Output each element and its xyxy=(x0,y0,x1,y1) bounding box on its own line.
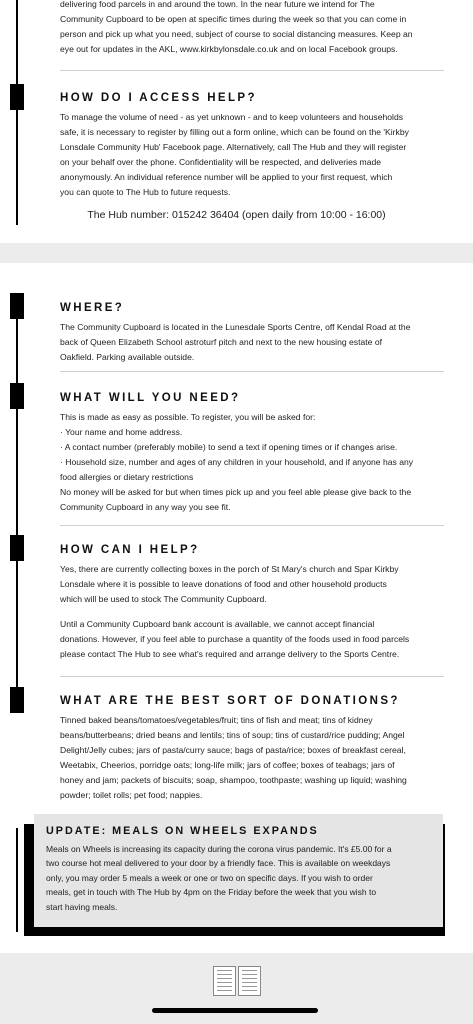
access-line: on your behalf over the phone. Confidentiality will be respected, and deliveries made xyxy=(60,157,382,167)
meals-text xyxy=(46,842,431,914)
help-text xyxy=(60,562,444,662)
timeline-line xyxy=(16,0,18,225)
section-marker xyxy=(10,84,24,110)
where-line: The Community Cupboard is located in the Lunesdale Sports Centre, off Kendal Road at the xyxy=(60,322,411,332)
donations-line: Delight/Jelly cubes; jars of pasta/curry sauce; bags of pasta/rice; boxes of breakfast cereal, xyxy=(60,745,406,755)
help-line: Lonsdale where it is possible to leave donations of food and other household products xyxy=(60,579,387,589)
where-line: back of Queen Elizabeth School astroturf pitch and next to the new housing estate of xyxy=(60,337,382,347)
intro-line: eye out for updates in the AKL, www.kirkbylonsdale.co.uk and on local Facebook groups. xyxy=(60,44,398,54)
meals-line: Meals on Wheels is increasing its capacity during the corona virus pandemic. It's £5.00 for a xyxy=(46,844,392,854)
help-line: Until a Community Cupboard bank account is available, we cannot accept financial xyxy=(60,619,375,629)
need-heading: WHAT WILL YOU NEED? xyxy=(60,392,241,404)
help-line: donations. However, if you feel able to purchase a quantity of the foods used in food parcels xyxy=(60,634,410,644)
timeline-line xyxy=(16,828,18,932)
need-list-item: · Your name and home address. xyxy=(60,427,183,437)
page-thumbnail-2[interactable] xyxy=(238,966,261,996)
home-indicator[interactable] xyxy=(152,1008,318,1013)
intro-line: delivering food parcels in and around the town. In the near future we intend for The xyxy=(60,0,375,9)
section-marker xyxy=(10,383,24,409)
help-heading: HOW CAN I HELP? xyxy=(60,544,200,556)
need-line: This is made as easy as possible. To register, you will be asked for: xyxy=(60,412,316,422)
timeline-line xyxy=(16,295,18,705)
access-line: safe, it is necessary to register by filling out a form online, which can be found on the 'Kirkby xyxy=(60,127,409,137)
donations-line: Tinned baked beans/tomatoes/vegetables/fruit; tins of fish and meat; tins of kidney xyxy=(60,715,373,725)
section-marker xyxy=(10,293,24,319)
section-divider xyxy=(60,525,444,526)
meals-line: meals, get in touch with The Hub by 4pm on the Friday before the week that you wish to xyxy=(46,887,377,898)
donations-line: Weetabix, Cheerios, porridge oats; long-life milk; jars of coffee; boxes of teabags; jars of xyxy=(60,760,395,770)
meals-on-wheels-box xyxy=(34,814,443,927)
help-line: please contact The Hub to see what's required and arrange delivery to the Sports Centre. xyxy=(60,649,400,659)
document-page-1 xyxy=(0,0,473,243)
need-line: No money will be asked for but when times pick up and you feel able please give back to the xyxy=(60,487,412,497)
access-line: To manage the volume of need - as yet unknown - and to keep volunteers and households xyxy=(60,112,404,122)
need-section xyxy=(60,391,444,515)
section-divider xyxy=(60,676,444,677)
need-line: food allergies or dietary restrictions xyxy=(60,472,194,482)
hub-phone-number: The Hub number: 015242 36404 (open daily from 10:00 - 16:00) xyxy=(87,209,386,221)
meals-line: two course hot meal delivered to your door by a friendly face. This is available on weekdays xyxy=(46,858,391,869)
section-divider xyxy=(60,70,444,71)
meals-line: start having meals. xyxy=(46,901,118,912)
where-heading: WHERE? xyxy=(60,302,125,314)
section-divider xyxy=(60,371,444,372)
intro-section xyxy=(60,0,444,57)
access-section xyxy=(60,91,444,200)
intro-line: person and pick up what you need, subject of course to social distancing measures. Keep an xyxy=(60,29,413,39)
help-line: which will be used to stock The Community Cupboard. xyxy=(60,594,267,604)
where-text xyxy=(60,320,444,365)
meals-heading: UPDATE: MEALS ON WHEELS EXPANDS xyxy=(46,825,319,837)
donations-section xyxy=(60,694,444,803)
access-line: anonymously. An individual reference number will be applied to your first request, which xyxy=(60,172,393,182)
need-list-item: · A contact number (preferably mobile) to send a text if opening times or if changes arise. xyxy=(60,442,398,452)
donations-line: powder; toilet rolls; pet food; nappies. xyxy=(60,790,203,800)
access-text xyxy=(60,110,444,200)
help-line: Yes, there are currently collecting boxes in the porch of St Mary's church and Spar Kirkby xyxy=(60,564,399,574)
access-line: you can quote to The Hub to future requests. xyxy=(60,187,231,197)
need-list-item: · Household size, number and ages of any children in your household, and if anyone has any xyxy=(60,457,414,467)
access-line: Lonsdale Community Hub' Facebook page. Alternatively, call The Hub and they will register xyxy=(60,142,407,152)
meals-line: only, you may order 5 meals a week or one or two on specific days. If you wish to order xyxy=(46,872,373,883)
where-line: Oakfield. Parking available outside. xyxy=(60,352,195,362)
where-section xyxy=(60,301,444,365)
help-section xyxy=(60,543,444,662)
donations-line: beans/butterbeans; dried beans and lentils; tins of soup; tins of custard/rice pudding; Angel xyxy=(60,730,405,740)
intro-text xyxy=(60,0,444,57)
intro-line: Community Cupboard to be open at specific times during the week so that you can come in xyxy=(60,14,407,24)
need-text xyxy=(60,410,444,515)
section-marker xyxy=(10,687,24,713)
need-line: Community Cupboard in any way you see fit. xyxy=(60,502,231,512)
page-thumbnail-1[interactable] xyxy=(213,966,236,996)
access-heading: HOW DO I ACCESS HELP? xyxy=(60,92,257,104)
donations-line: honey and jam; packets of biscuits; soap, shampoo, toothpaste; washing up liquid; washing xyxy=(60,775,407,785)
donations-text xyxy=(60,713,444,803)
section-marker xyxy=(10,535,24,561)
donations-heading: WHAT ARE THE BEST SORT OF DONATIONS? xyxy=(60,695,400,707)
